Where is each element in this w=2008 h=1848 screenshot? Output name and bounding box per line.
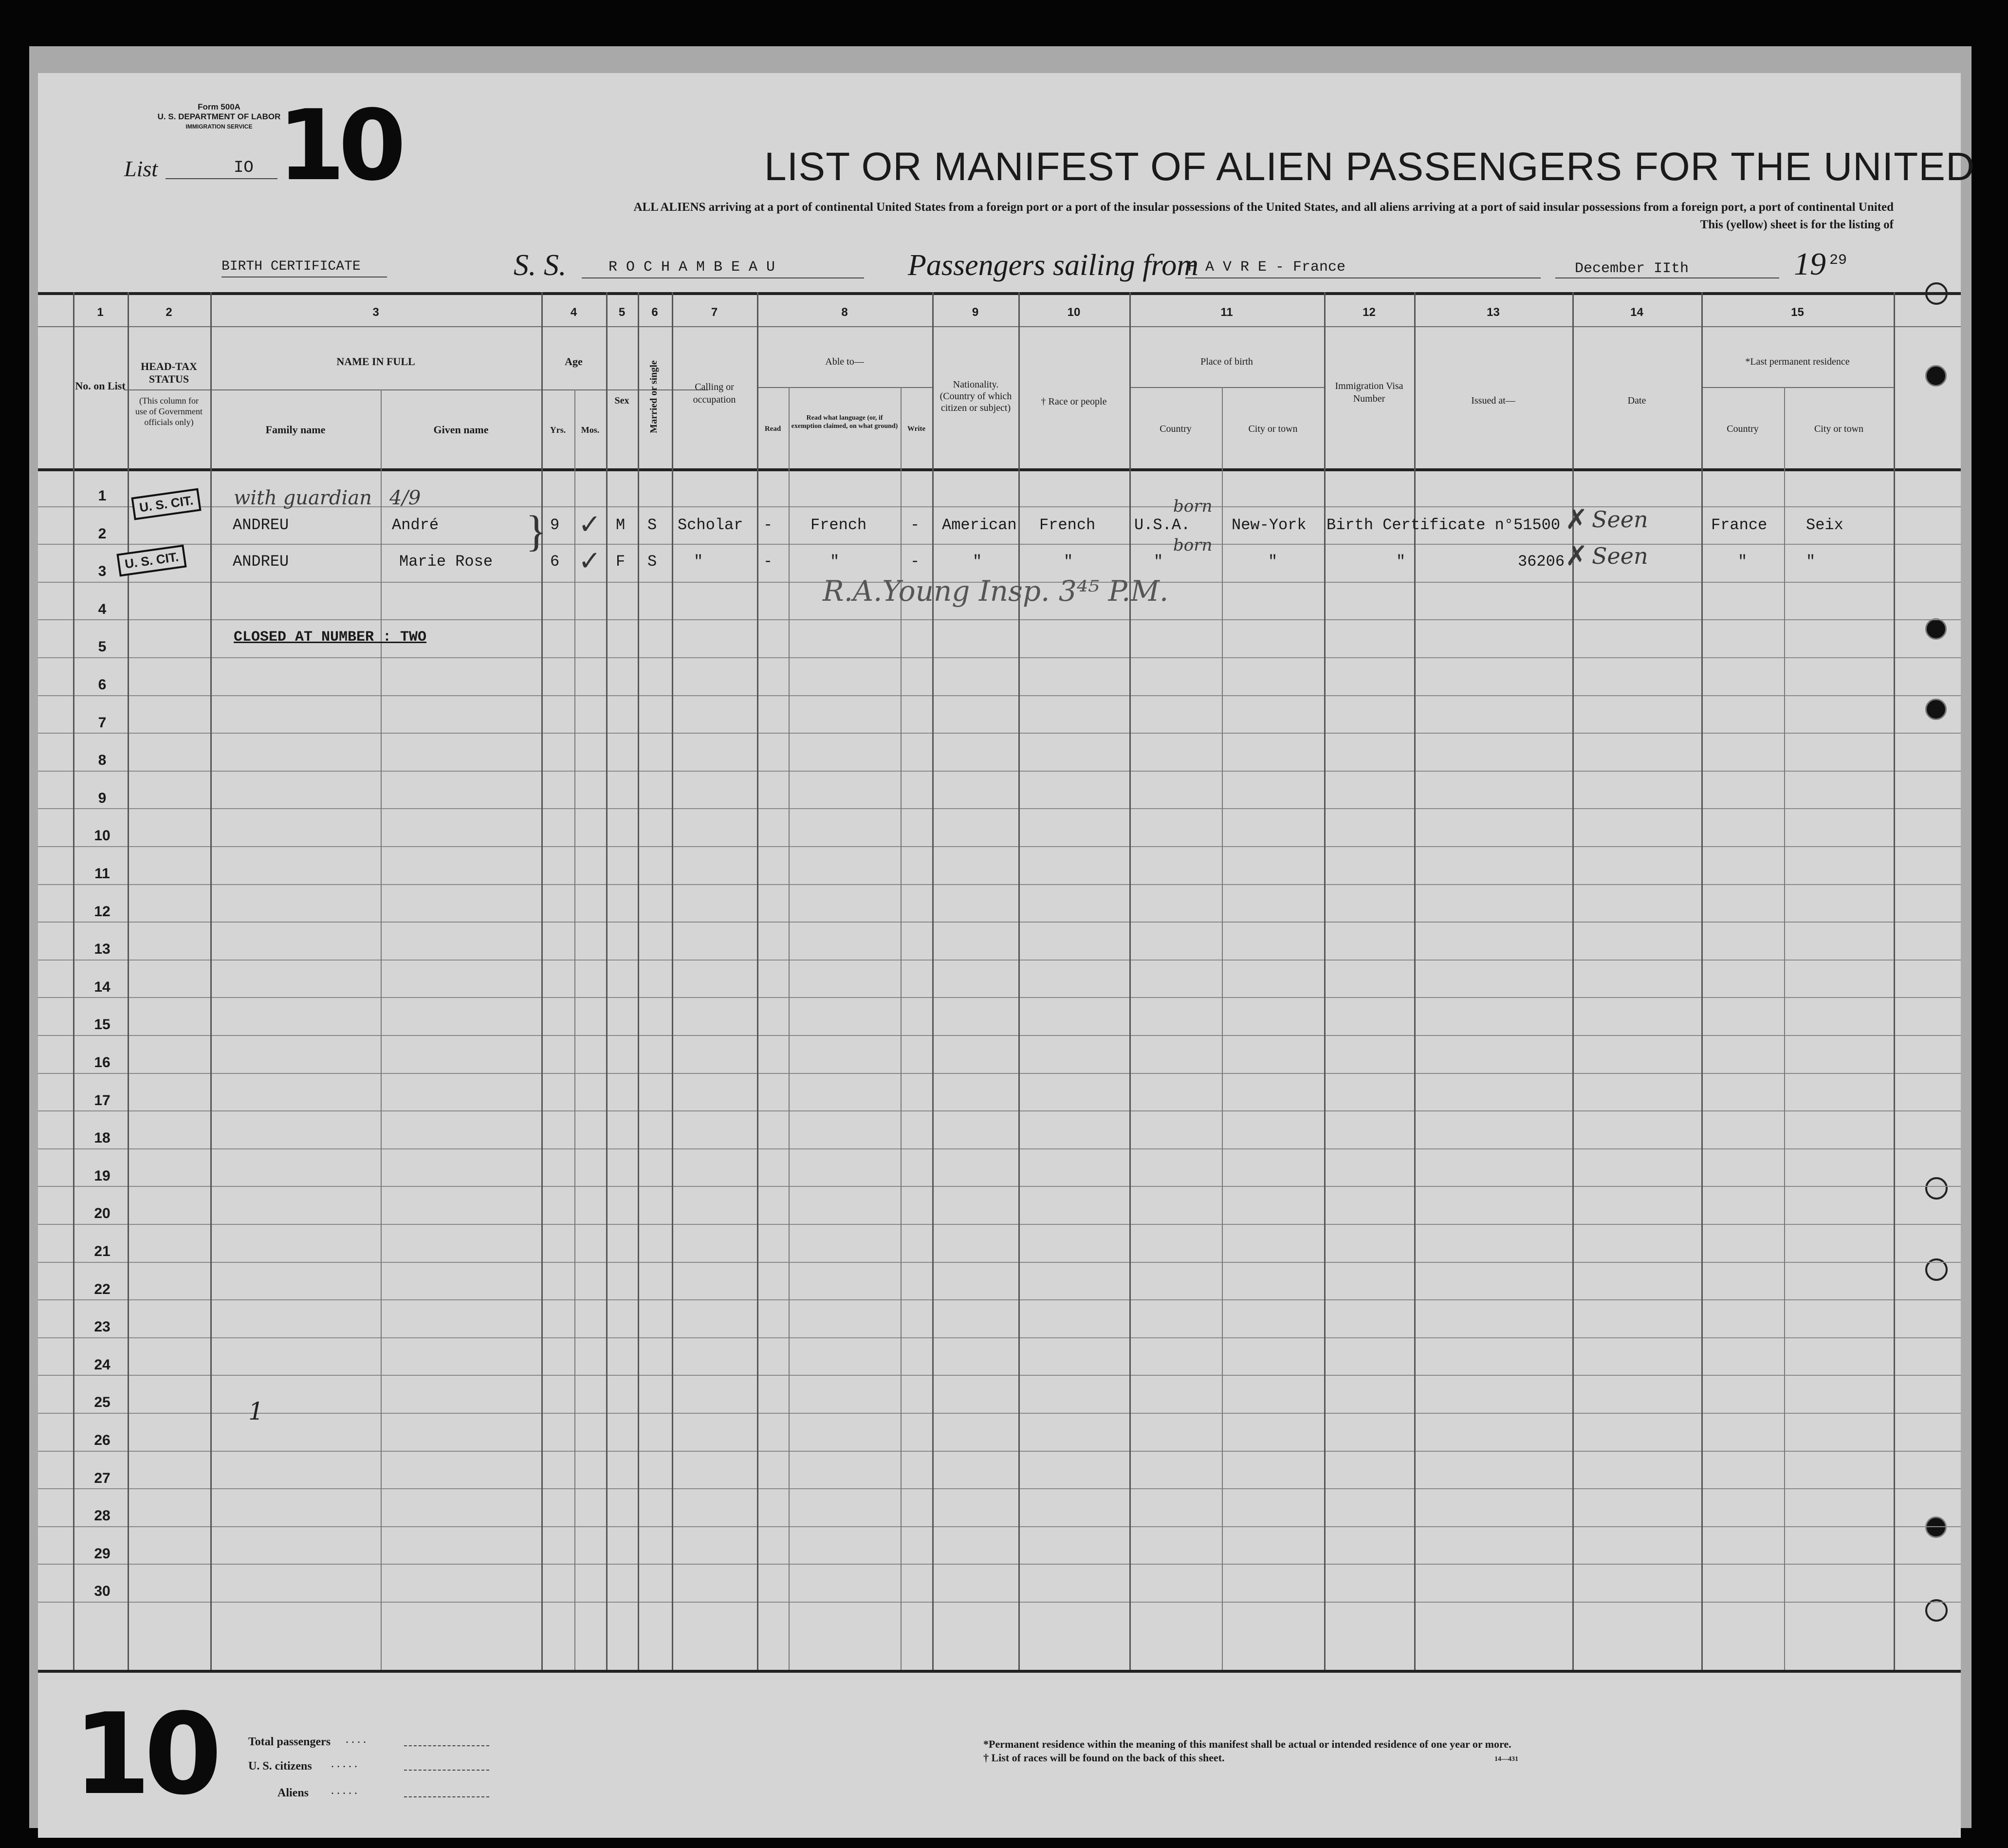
given-name: André — [392, 516, 439, 534]
punch-hole — [1925, 1177, 1948, 1200]
header-residence-city: City or town — [1814, 424, 1864, 434]
inspector-signature: R.A.Young Insp. 3⁴⁵ P.M. — [823, 574, 1169, 608]
can-write: - — [910, 553, 920, 571]
column-number: 13 — [1487, 306, 1500, 319]
aliens-label: Aliens — [277, 1787, 309, 1799]
row-line — [38, 1526, 1961, 1527]
row-number: 14 — [94, 979, 111, 995]
column-divider — [672, 292, 673, 1670]
column-divider — [1572, 292, 1574, 1670]
column-number: 8 — [841, 306, 848, 319]
seen-note: Seen — [1592, 543, 1648, 569]
list-number: IO — [234, 159, 254, 177]
column-divider — [1324, 292, 1326, 1670]
nationality: American — [942, 516, 1017, 534]
header-birth-city: City or town — [1248, 424, 1298, 434]
row-number: 4 — [98, 601, 107, 617]
punch-hole — [1925, 365, 1947, 387]
aliens-field — [404, 1796, 489, 1797]
column-divider — [757, 292, 758, 1670]
leader-dots: . . . . . — [331, 1757, 357, 1770]
row-line — [38, 1073, 1961, 1074]
row-line — [38, 922, 1961, 923]
row-line — [38, 1148, 1961, 1149]
cross-mark-icon: ✗ — [1565, 504, 1588, 536]
column-divider — [932, 292, 934, 1670]
row-number: 18 — [94, 1130, 111, 1146]
checkmark-icon: ✓ — [578, 545, 601, 577]
page-title: LIST OR MANIFEST OF ALIEN PASSENGERS FOR THE UNITED — [764, 145, 1975, 189]
header-able-to: Able to— — [825, 356, 864, 367]
column-number: 11 — [1220, 306, 1233, 319]
us-citizens-label: U. S. citizens — [248, 1760, 312, 1773]
races-footnote: † List of races will be found on the back of this sheet. — [983, 1752, 1225, 1764]
column-number: 4 — [570, 306, 577, 319]
row-number: 2 — [98, 526, 107, 542]
date-underline — [1555, 277, 1779, 278]
header-write: Write — [907, 425, 926, 433]
list-label: List — [124, 156, 158, 181]
column-divider — [1784, 387, 1785, 1670]
us-citizens-field — [404, 1770, 489, 1771]
immigration-service: IMMIGRATION SERVICE — [185, 123, 253, 130]
birth-city: " — [1268, 553, 1278, 571]
column-divider — [1701, 292, 1703, 1670]
header-age-years: Yrs. — [550, 425, 566, 435]
header-read-language: Read what language (or, if exemption claimed, on what ground) — [791, 414, 898, 430]
total-passengers-field — [404, 1745, 489, 1746]
header-read: Read — [764, 425, 781, 433]
row-line — [38, 997, 1961, 998]
header-given-name: Given name — [433, 424, 489, 436]
leader-dots: . . . . — [346, 1733, 366, 1746]
row-number: 12 — [94, 904, 111, 920]
language: " — [830, 553, 840, 571]
total-passengers-label: Total passengers — [248, 1736, 331, 1748]
sailing-date: December IIth — [1575, 260, 1689, 277]
port-underline — [1185, 277, 1541, 278]
marital-status: S — [647, 553, 657, 571]
row-line — [38, 657, 1961, 658]
row-number: 25 — [94, 1394, 111, 1410]
row-line — [38, 1262, 1961, 1263]
header-visa: Immigration Visa Number — [1335, 381, 1403, 404]
row-line — [38, 1488, 1961, 1489]
row-line — [38, 1224, 1961, 1225]
row-line — [38, 1602, 1961, 1603]
row-line — [38, 695, 1961, 696]
column-divider — [789, 387, 790, 1670]
column-divider — [381, 389, 382, 1670]
subheader-divider — [1701, 387, 1894, 388]
leader-dots: . . . . . — [331, 1784, 357, 1797]
row-line — [38, 960, 1961, 961]
subheader-divider — [1129, 387, 1324, 388]
header-nationality: Nationality. (Country of which citizen or subject) — [940, 379, 1012, 413]
age-years: 9 — [550, 516, 560, 534]
residence-footnote: *Permanent residence within the meaning of this manifest shall be actual or intended residence of one year or more. — [983, 1738, 1511, 1750]
row-line — [38, 846, 1961, 847]
manifest-sheet — [38, 73, 1961, 1838]
nationality: " — [973, 553, 982, 571]
header-name-in-full: NAME IN FULL — [336, 355, 415, 368]
column-divider — [1222, 387, 1223, 1670]
sailing-label: Passengers sailing from — [908, 249, 1199, 282]
checkmark-icon: ✓ — [578, 509, 601, 540]
row-number: 1 — [98, 488, 107, 504]
column-divider — [1414, 292, 1416, 1670]
language: French — [811, 516, 867, 534]
row-line — [38, 1337, 1961, 1338]
given-name: Marie Rose — [399, 553, 493, 571]
us-citizen-stamp: U. S. CIT. — [116, 545, 186, 577]
row-line — [38, 1451, 1961, 1452]
issued-at: Birth Certificate n°51500 — [1326, 516, 1561, 534]
column-divider — [541, 292, 543, 1670]
column-number: 6 — [651, 306, 658, 319]
column-number: 15 — [1791, 306, 1804, 319]
row-number: 7 — [98, 715, 107, 731]
marital-status: S — [647, 516, 657, 534]
column-divider — [574, 389, 575, 1670]
ss-label: S. S. — [514, 249, 567, 282]
header-birth-country: Country — [1160, 424, 1192, 434]
sex: F — [616, 553, 626, 571]
header-residence-country: Country — [1727, 424, 1759, 434]
row-number: 28 — [94, 1508, 111, 1524]
family-name: ANDREU — [233, 516, 289, 534]
punch-hole — [1925, 618, 1947, 640]
header-head-tax-note: (This column for use of Government officials only) — [135, 396, 203, 427]
cross-mark-icon: ✗ — [1565, 540, 1588, 572]
age-years: 6 — [550, 553, 560, 571]
header-race: † Race or people — [1041, 396, 1107, 407]
list-type: BIRTH CERTIFICATE — [221, 259, 361, 274]
row-line — [38, 544, 1961, 545]
header-date: Date — [1627, 395, 1646, 406]
birth-country: " — [1154, 553, 1163, 571]
row-line — [38, 619, 1961, 620]
born-note: born — [1173, 497, 1213, 516]
residence-city: Seix — [1806, 516, 1843, 534]
row-number: 6 — [98, 677, 107, 693]
born-note: born — [1173, 536, 1213, 555]
column-divider — [606, 292, 608, 1670]
subtitle-line-1: ALL ALIENS arriving at a port of continental United States from a foreign port or a port of the insular possessions of the United States, and all aliens arriving at a port of said insular possessions from a foreign port, a port of continental United — [633, 201, 1894, 214]
header-age-months: Mos. — [581, 425, 600, 435]
guardian-ref: 4/9 — [389, 487, 421, 509]
residence-city: " — [1806, 553, 1816, 571]
subtitle-line-2: This (yellow) sheet is for the listing of — [1700, 218, 1894, 231]
row-line — [38, 884, 1961, 885]
guardian-note: with guardian — [234, 487, 372, 509]
port: H A V R E - France — [1188, 259, 1346, 276]
row-line — [38, 1564, 1961, 1565]
closed-note: CLOSED AT NUMBER : TWO — [234, 629, 427, 646]
column-divider — [210, 292, 212, 1670]
calling: Scholar — [678, 516, 743, 534]
birth-country: U.S.A. — [1134, 516, 1191, 534]
column-divider — [1129, 292, 1131, 1670]
stray-mark: 1 — [248, 1397, 264, 1425]
row-number: 13 — [94, 941, 111, 957]
row-number: 15 — [94, 1016, 111, 1033]
row-number: 19 — [94, 1168, 111, 1184]
row-number: 29 — [94, 1546, 111, 1562]
column-divider — [1018, 292, 1020, 1670]
header-no-on-list: No. on List — [75, 380, 126, 392]
issued-at: 36206 — [1518, 553, 1565, 571]
header-family-name: Family name — [265, 424, 326, 436]
column-divider — [1894, 292, 1895, 1670]
header-calling: Calling or occupation — [693, 382, 736, 405]
ship-name: R O C H A M B E A U — [608, 259, 775, 276]
residence-country: France — [1711, 516, 1768, 534]
visa-number: " — [1396, 553, 1406, 571]
column-number: 9 — [972, 306, 979, 319]
row-number: 17 — [94, 1092, 111, 1109]
birth-city: New-York — [1232, 516, 1307, 534]
column-number: 5 — [618, 306, 626, 319]
race: " — [1064, 553, 1073, 571]
header-place-of-birth: Place of birth — [1200, 356, 1253, 367]
row-number: 22 — [94, 1281, 111, 1297]
column-divider — [638, 292, 639, 1670]
corner-stamp-number: 10 — [73, 1690, 216, 1820]
row-number: 10 — [94, 828, 111, 844]
header-bottom-border — [38, 468, 1961, 471]
family-bracket: } — [526, 507, 547, 555]
column-number: 7 — [711, 306, 718, 319]
family-name: ANDREU — [233, 553, 289, 571]
sex: M — [616, 516, 626, 534]
list-stamp-number: 10 — [277, 89, 400, 203]
row-number: 30 — [94, 1583, 111, 1599]
column-number: 1 — [97, 306, 104, 319]
race: French — [1039, 516, 1096, 534]
header-head-tax-status: HEAD-TAX STATUS — [141, 360, 197, 385]
row-number: 21 — [94, 1243, 111, 1259]
form-code: 14—431 — [1494, 1756, 1518, 1763]
can-write: - — [910, 516, 920, 534]
year-suffix: 29 — [1829, 252, 1847, 269]
can-read: - — [763, 553, 773, 571]
us-citizen-stamp: U. S. CIT. — [131, 488, 201, 520]
row-number: 23 — [94, 1319, 111, 1335]
ship-underline — [582, 277, 864, 278]
punch-hole — [1925, 1516, 1947, 1538]
row-number: 3 — [98, 563, 107, 579]
row-line — [38, 1375, 1961, 1376]
row-line — [38, 1035, 1961, 1036]
row-number: 26 — [94, 1432, 111, 1448]
column-number: 14 — [1630, 306, 1643, 319]
form-number: Form 500A — [198, 102, 240, 111]
department: U. S. DEPARTMENT OF LABOR — [157, 112, 281, 121]
row-line — [38, 771, 1961, 772]
row-line — [38, 1413, 1961, 1414]
column-number: 2 — [166, 306, 172, 319]
header-age: Age — [565, 355, 583, 368]
column-number: 12 — [1363, 306, 1376, 319]
row-number: 9 — [98, 790, 107, 806]
list-underline — [166, 178, 277, 179]
row-line — [38, 1186, 1961, 1187]
column-number: 3 — [372, 306, 379, 319]
row-number: 24 — [94, 1357, 111, 1373]
header-divider — [38, 326, 1961, 327]
can-read: - — [763, 516, 773, 534]
row-line — [38, 1110, 1961, 1111]
column-number: 10 — [1067, 306, 1081, 319]
residence-country: " — [1738, 553, 1748, 571]
seen-note: Seen — [1592, 506, 1648, 533]
row-number: 27 — [94, 1470, 111, 1486]
row-number: 11 — [94, 866, 110, 882]
year-prefix: 19 — [1794, 246, 1826, 282]
punch-hole — [1925, 699, 1947, 720]
row-number: 5 — [98, 639, 107, 655]
row-number: 16 — [94, 1054, 111, 1071]
row-line — [38, 733, 1961, 734]
row-number: 8 — [98, 752, 107, 768]
row-line — [38, 1299, 1961, 1300]
header-issued-at: Issued at— — [1471, 395, 1515, 406]
table-bottom-border — [38, 1670, 1961, 1673]
header-sex: Sex — [614, 395, 629, 406]
calling: " — [694, 553, 703, 571]
row-number: 20 — [94, 1205, 111, 1221]
table-top-border — [38, 292, 1961, 295]
subheader-divider — [124, 389, 708, 390]
subheader-divider — [757, 387, 932, 388]
header-married-or-single: Married or single — [648, 360, 659, 433]
row-line — [38, 808, 1961, 809]
header-last-residence: *Last permanent residence — [1745, 356, 1850, 367]
